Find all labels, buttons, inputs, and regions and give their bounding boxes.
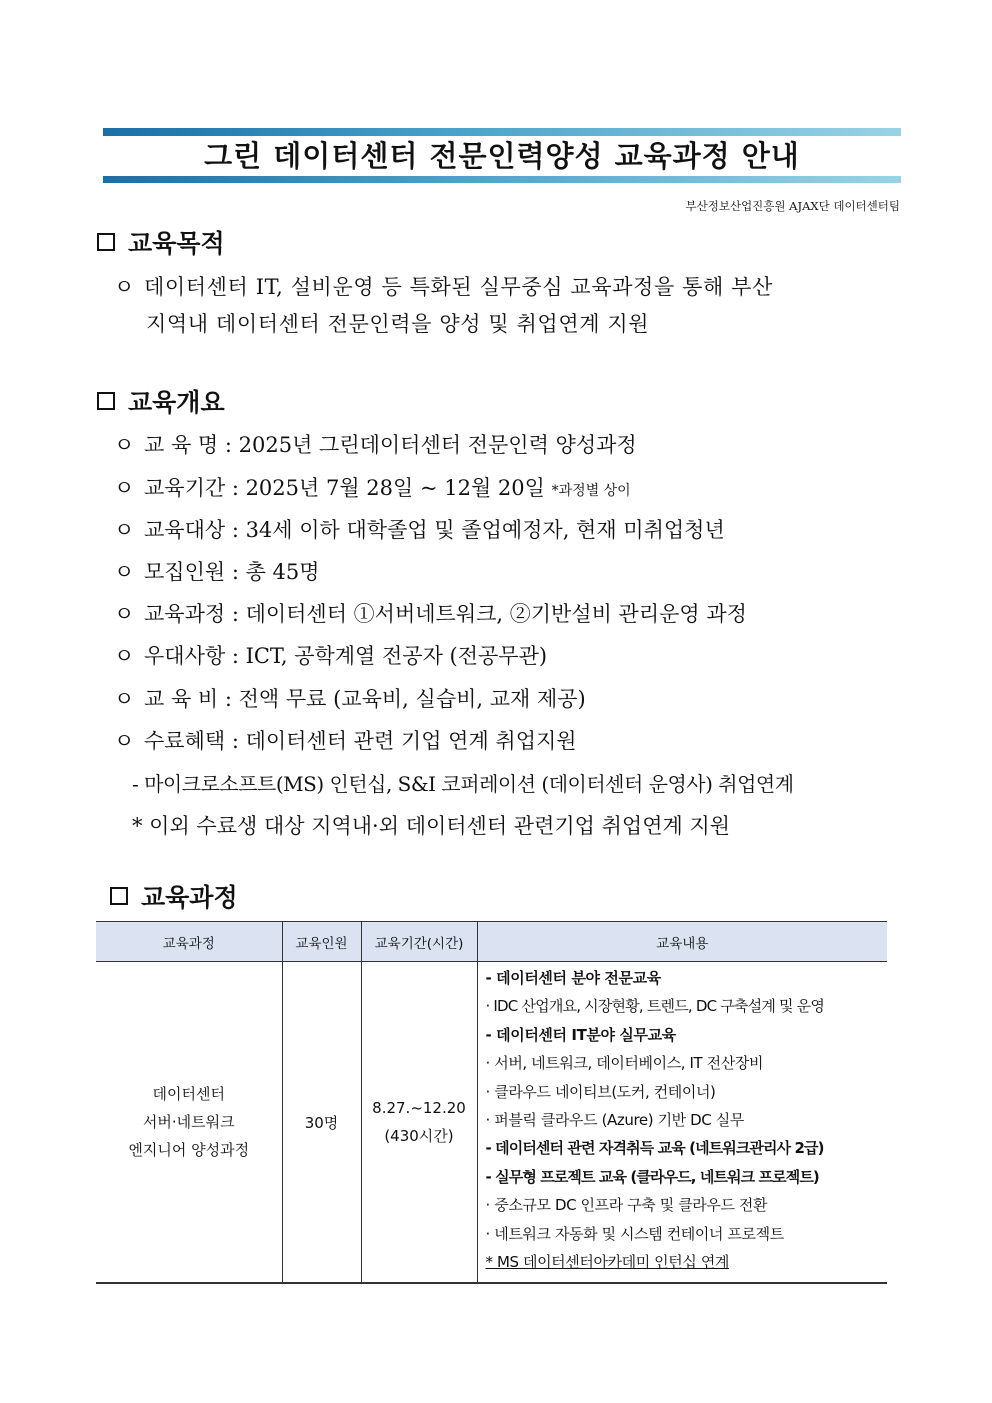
course-table bbox=[96, 921, 887, 1284]
organization-name: 부산정보산업진흥원 AJAX단 데이터센터팀 bbox=[685, 199, 900, 213]
content-line: - 데이터센터 IT분야 실무교육 bbox=[485, 1025, 676, 1044]
circle-bullet-icon: ㅇ bbox=[114, 729, 135, 753]
content-line bbox=[486, 1248, 882, 1276]
circle-bullet-icon: ㅇ bbox=[114, 644, 135, 668]
content-line: · IDC 산업개요, 시장현황, 트렌드, DC 구축설계 및 운영 bbox=[485, 997, 825, 1016]
purpose-line-2: 지역내 데이터센터 전문인력을 양성 및 취업연계 지원 bbox=[146, 312, 650, 336]
header-course: 교육과정 bbox=[96, 922, 282, 962]
circle-bullet-icon: ㅇ bbox=[114, 433, 135, 457]
overview-item: ㅇ 교 육 비 : 전액 무료 (교육비, 실습비, 교재 제공) bbox=[114, 683, 586, 713]
section-heading-label: 교육목적 bbox=[128, 229, 225, 258]
section-heading-label: 교육개요 bbox=[128, 388, 225, 417]
page-title: 그린 데이터센터 전문인력양성 교육과정 안내 bbox=[204, 139, 800, 173]
circle-bullet-icon: ㅇ bbox=[114, 602, 135, 626]
overview-item: ㅇ 교육과정 : 데이터센터 ①서버네트워크, ②기반설비 관리운영 과정 bbox=[114, 598, 747, 628]
purpose-text-1: 데이터센터 IT, 설비운영 등 특화된 실무중심 교육과정을 통해 부산 bbox=[144, 275, 773, 299]
title-block bbox=[103, 128, 901, 183]
checkbox-square-icon bbox=[97, 233, 115, 251]
content-line: · 서버, 네트워크, 데이터베이스, IT 전산장비 bbox=[485, 1054, 764, 1073]
table-row bbox=[96, 962, 887, 1284]
overview-item: ㅇ 교 육 명 : 2025년 그린데이터센터 전문인력 양성과정 bbox=[114, 429, 637, 459]
purpose-line-1 bbox=[114, 271, 773, 301]
people-cell: 30명 bbox=[282, 962, 361, 1284]
overview-item: ㅇ 모집인원 : 총 45명 bbox=[114, 556, 320, 586]
header-period: 교육기간(시간) bbox=[361, 922, 477, 962]
overview-item: ㅇ 교육대상 : 34세 이하 대학졸업 및 졸업예정자, 현재 미취업청년 bbox=[114, 514, 725, 544]
content-line: · 네트워크 자동화 및 시스템 컨테이너 프로젝트 bbox=[485, 1224, 784, 1243]
internship-note: * MS 데이터센터아카데미 인턴십 연계 bbox=[485, 1252, 729, 1271]
course-name-cell: 데이터센터 서버·네트워크 엔지니어 양성과정 bbox=[96, 962, 282, 1284]
header-people: 교육인원 bbox=[282, 922, 361, 962]
circle-bullet-icon: ㅇ bbox=[114, 275, 135, 299]
circle-bullet-icon: ㅇ bbox=[114, 476, 135, 500]
title-bar-bottom bbox=[103, 176, 901, 183]
section-heading-courses bbox=[110, 878, 238, 914]
checkbox-square-icon bbox=[110, 887, 128, 905]
circle-bullet-icon: ㅇ bbox=[114, 518, 135, 542]
section-heading-label: 교육과정 bbox=[141, 883, 238, 912]
table-header-row bbox=[96, 922, 887, 962]
benefit-sub-1: - 마이크로소프트(MS) 인턴십, S&I 코퍼레이션 (데이터센터 운영사) 취업연계 bbox=[132, 772, 794, 796]
content-line: · 중소규모 DC 인프라 구축 및 클라우드 전환 bbox=[485, 1196, 768, 1215]
period-note: *과정별 상이 bbox=[551, 483, 631, 499]
overview-item: ㅇ 수료혜택 : 데이터센터 관련 기업 연계 취업지원 bbox=[114, 725, 577, 755]
content-line: · 퍼블릭 클라우드 (Azure) 기반 DC 실무 bbox=[485, 1110, 744, 1129]
header-content: 교육내용 bbox=[477, 922, 887, 962]
checkbox-square-icon bbox=[97, 392, 115, 410]
section-heading-purpose bbox=[97, 224, 225, 260]
overview-item: ㅇ 교육기간 : 2025년 7월 28일 ~ 12월 20일 *과정별 상이 bbox=[114, 472, 631, 502]
circle-bullet-icon: ㅇ bbox=[114, 687, 135, 711]
section-heading-overview bbox=[97, 383, 225, 419]
overview-item: ㅇ 우대사항 : ICT, 공학계열 전공자 (전공무관) bbox=[114, 640, 547, 670]
content-line: - 데이터센터 관련 자격취득 교육 (네트워크관리사 2급) bbox=[485, 1139, 824, 1158]
title-bar-top bbox=[103, 128, 901, 136]
content-line: - 데이터센터 분야 전문교육 bbox=[485, 969, 661, 987]
benefit-sub-2: * 이외 수료생 대상 지역내·외 데이터센터 관련기업 취업연계 지원 bbox=[132, 814, 731, 838]
content-cell bbox=[477, 962, 887, 1284]
content-line: - 실무형 프로젝트 교육 (클라우드, 네트워크 프로젝트) bbox=[485, 1167, 819, 1186]
circle-bullet-icon: ㅇ bbox=[114, 560, 135, 584]
content-line: · 클라우드 네이티브(도커, 컨테이너) bbox=[485, 1082, 716, 1101]
period-cell: 8.27.~12.20 (430시간) bbox=[361, 962, 477, 1284]
